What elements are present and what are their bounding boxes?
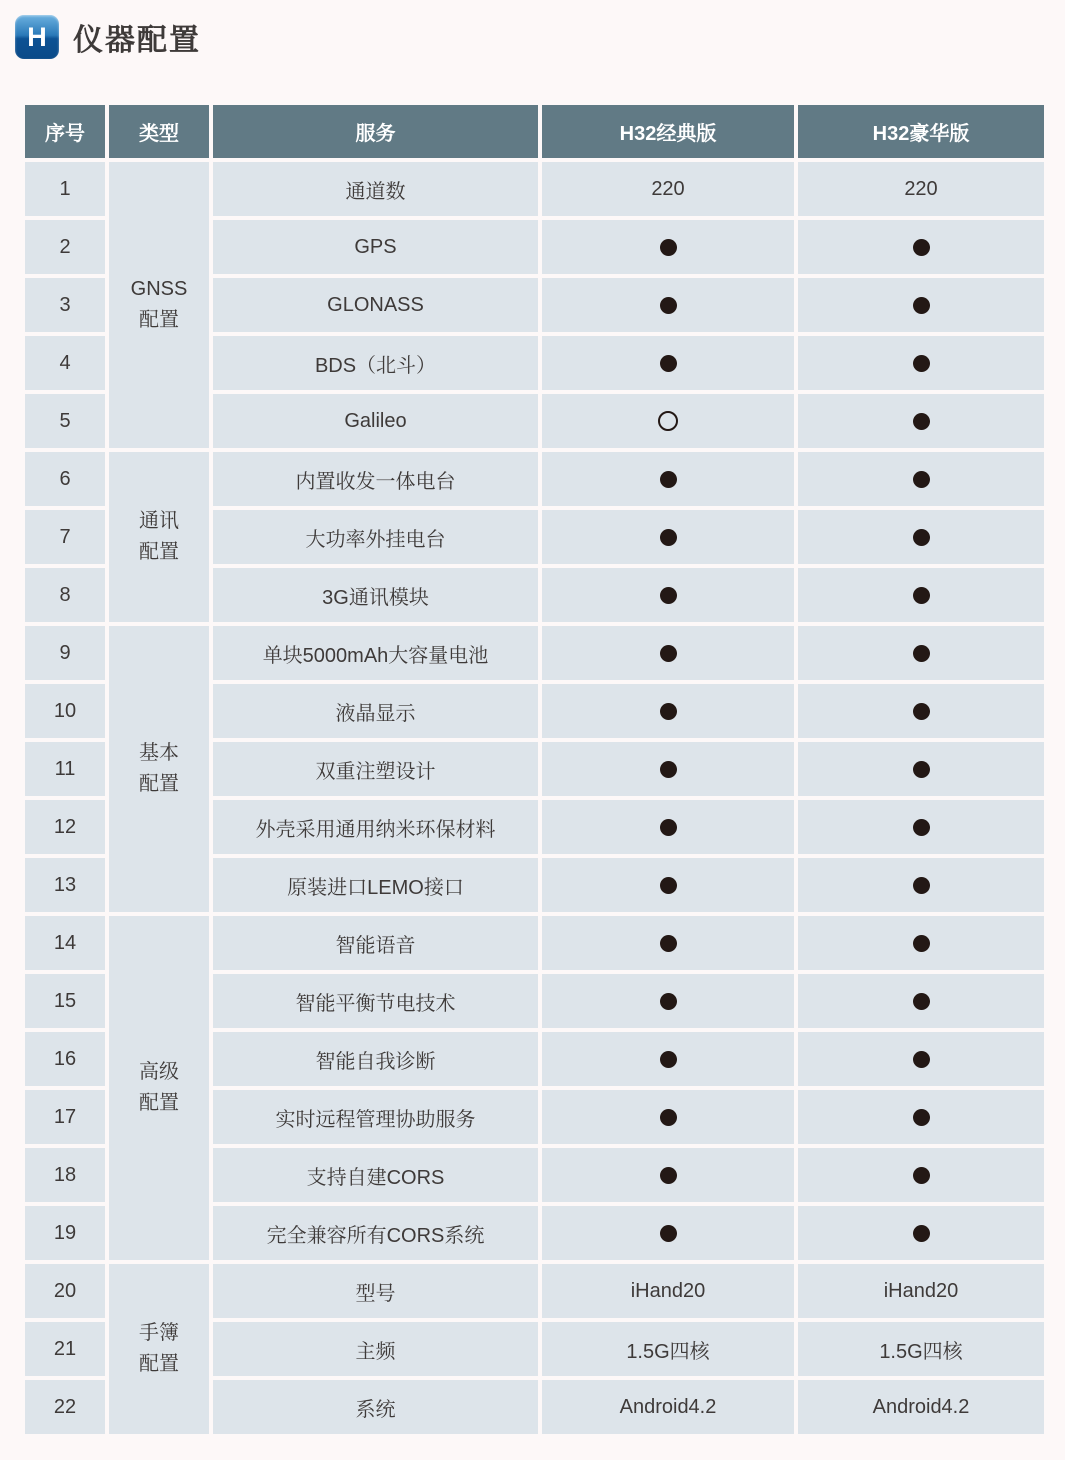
row-number-cell: 2 — [25, 220, 105, 274]
type-group-label-line1: 高级 — [139, 1061, 179, 1083]
service-cell: 智能平衡节电技术 — [213, 974, 538, 1028]
row-number-cell: 3 — [25, 278, 105, 332]
service-cell: 原装进口LEMO接口 — [213, 858, 538, 912]
classic-value-cell — [542, 916, 794, 970]
type-group-label-line2: 配置 — [139, 1092, 179, 1114]
spec-table — [21, 101, 1048, 1438]
service-cell: 通道数 — [213, 162, 538, 216]
deluxe-value-cell — [798, 626, 1044, 680]
deluxe-value-cell — [798, 858, 1044, 912]
classic-value-cell — [542, 278, 794, 332]
brand-logo-icon — [15, 15, 59, 59]
row-number-cell: 1 — [25, 162, 105, 216]
classic-value-cell — [542, 1032, 794, 1086]
spec-table-body — [25, 162, 1044, 1434]
type-group-cell — [109, 1264, 209, 1434]
deluxe-value-cell — [798, 684, 1044, 738]
filled-circle-icon — [913, 239, 930, 256]
row-number-cell: 10 — [25, 684, 105, 738]
service-cell: GLONASS — [213, 278, 538, 332]
row-number-cell: 9 — [25, 626, 105, 680]
deluxe-value-cell — [798, 510, 1044, 564]
row-number-cell: 19 — [25, 1206, 105, 1260]
page-header — [0, 0, 1065, 60]
row-number-cell: 8 — [25, 568, 105, 622]
row-number-cell: 14 — [25, 916, 105, 970]
col-header-deluxe: H32豪华版 — [798, 105, 1044, 158]
filled-circle-icon — [660, 877, 677, 894]
row-number-cell: 7 — [25, 510, 105, 564]
filled-circle-icon — [913, 587, 930, 604]
classic-value-cell: 1.5G四核 — [542, 1322, 794, 1376]
deluxe-value-cell — [798, 916, 1044, 970]
classic-value-cell — [542, 1090, 794, 1144]
row-number-cell: 21 — [25, 1322, 105, 1376]
type-group-label-line2: 配置 — [139, 1353, 179, 1375]
classic-value-cell — [542, 568, 794, 622]
deluxe-value-cell — [798, 1206, 1044, 1260]
row-number-cell: 4 — [25, 336, 105, 390]
type-group-label-line1: GNSS — [130, 278, 188, 300]
table-row — [25, 1264, 1044, 1318]
deluxe-value-cell: 220 — [798, 162, 1044, 216]
table-row — [25, 626, 1044, 680]
deluxe-value-cell — [798, 394, 1044, 448]
type-group-label-line1: 基本 — [139, 742, 179, 764]
table-row — [25, 162, 1044, 216]
classic-value-cell — [542, 336, 794, 390]
classic-value-cell: Android4.2 — [542, 1380, 794, 1434]
service-cell: GPS — [213, 220, 538, 274]
col-header-classic: H32经典版 — [542, 105, 794, 158]
filled-circle-icon — [913, 1167, 930, 1184]
classic-value-cell — [542, 684, 794, 738]
row-number-cell: 15 — [25, 974, 105, 1028]
classic-value-cell — [542, 510, 794, 564]
filled-circle-icon — [913, 645, 930, 662]
filled-circle-icon — [913, 1109, 930, 1126]
deluxe-value-cell — [798, 220, 1044, 274]
filled-circle-icon — [660, 529, 677, 546]
service-cell: 大功率外挂电台 — [213, 510, 538, 564]
classic-value-cell: 220 — [542, 162, 794, 216]
service-cell: 智能自我诊断 — [213, 1032, 538, 1086]
service-cell: 单块5000mAh大容量电池 — [213, 626, 538, 680]
deluxe-value-cell — [798, 1090, 1044, 1144]
deluxe-value-cell — [798, 1148, 1044, 1202]
type-group-label-line1: 手簿 — [139, 1322, 179, 1344]
hollow-circle-icon — [658, 411, 678, 431]
classic-value-cell — [542, 974, 794, 1028]
row-number-cell: 18 — [25, 1148, 105, 1202]
row-number-cell: 13 — [25, 858, 105, 912]
filled-circle-icon — [913, 413, 930, 430]
filled-circle-icon — [660, 239, 677, 256]
service-cell: 完全兼容所有CORS系统 — [213, 1206, 538, 1260]
page-title: 仪器配置 — [73, 24, 201, 57]
row-number-cell: 11 — [25, 742, 105, 796]
filled-circle-icon — [913, 935, 930, 952]
filled-circle-icon — [660, 993, 677, 1010]
filled-circle-icon — [660, 1167, 677, 1184]
filled-circle-icon — [913, 1051, 930, 1068]
col-header-type: 类型 — [109, 105, 209, 158]
deluxe-value-cell: iHand20 — [798, 1264, 1044, 1318]
table-row — [25, 452, 1044, 506]
deluxe-value-cell: 1.5G四核 — [798, 1322, 1044, 1376]
service-cell: 智能语音 — [213, 916, 538, 970]
brand-logo-letter: H — [27, 21, 47, 52]
deluxe-value-cell — [798, 800, 1044, 854]
classic-value-cell — [542, 626, 794, 680]
classic-value-cell — [542, 800, 794, 854]
service-cell: Galileo — [213, 394, 538, 448]
filled-circle-icon — [660, 819, 677, 836]
table-row — [25, 916, 1044, 970]
filled-circle-icon — [660, 355, 677, 372]
filled-circle-icon — [913, 297, 930, 314]
filled-circle-icon — [660, 471, 677, 488]
service-cell: 系统 — [213, 1380, 538, 1434]
service-cell: 液晶显示 — [213, 684, 538, 738]
classic-value-cell — [542, 220, 794, 274]
service-cell: 主频 — [213, 1322, 538, 1376]
filled-circle-icon — [913, 355, 930, 372]
classic-value-cell — [542, 858, 794, 912]
type-group-label-line2: 配置 — [139, 309, 179, 331]
deluxe-value-cell — [798, 974, 1044, 1028]
classic-value-cell — [542, 452, 794, 506]
filled-circle-icon — [660, 1225, 677, 1242]
row-number-cell: 16 — [25, 1032, 105, 1086]
service-cell: 3G通讯模块 — [213, 568, 538, 622]
classic-value-cell — [542, 1206, 794, 1260]
type-group-cell — [109, 162, 209, 448]
type-group-label-line2: 配置 — [139, 773, 179, 795]
service-cell: 型号 — [213, 1264, 538, 1318]
row-number-cell: 5 — [25, 394, 105, 448]
filled-circle-icon — [660, 761, 677, 778]
classic-value-cell — [542, 394, 794, 448]
row-number-cell: 22 — [25, 1380, 105, 1434]
filled-circle-icon — [913, 703, 930, 720]
service-cell: 实时远程管理协助服务 — [213, 1090, 538, 1144]
col-header-service: 服务 — [213, 105, 538, 158]
classic-value-cell — [542, 742, 794, 796]
filled-circle-icon — [660, 297, 677, 314]
type-group-label-line2: 配置 — [139, 541, 179, 563]
filled-circle-icon — [913, 761, 930, 778]
filled-circle-icon — [660, 587, 677, 604]
filled-circle-icon — [660, 935, 677, 952]
deluxe-value-cell: Android4.2 — [798, 1380, 1044, 1434]
spec-table-header — [25, 105, 1044, 158]
deluxe-value-cell — [798, 742, 1044, 796]
service-cell: BDS（北斗） — [213, 336, 538, 390]
deluxe-value-cell — [798, 568, 1044, 622]
service-cell: 内置收发一体电台 — [213, 452, 538, 506]
deluxe-value-cell — [798, 336, 1044, 390]
header-row — [25, 105, 1044, 158]
col-header-index: 序号 — [25, 105, 105, 158]
classic-value-cell — [542, 1148, 794, 1202]
classic-value-cell: iHand20 — [542, 1264, 794, 1318]
type-group-cell — [109, 626, 209, 912]
row-number-cell: 17 — [25, 1090, 105, 1144]
filled-circle-icon — [913, 877, 930, 894]
row-number-cell: 20 — [25, 1264, 105, 1318]
deluxe-value-cell — [798, 1032, 1044, 1086]
type-group-cell — [109, 916, 209, 1260]
type-group-cell — [109, 452, 209, 622]
row-number-cell: 12 — [25, 800, 105, 854]
deluxe-value-cell — [798, 278, 1044, 332]
service-cell: 双重注塑设计 — [213, 742, 538, 796]
filled-circle-icon — [913, 529, 930, 546]
type-group-label-line1: 通讯 — [139, 510, 179, 532]
deluxe-value-cell — [798, 452, 1044, 506]
filled-circle-icon — [660, 1109, 677, 1126]
filled-circle-icon — [913, 819, 930, 836]
filled-circle-icon — [660, 703, 677, 720]
row-number-cell: 6 — [25, 452, 105, 506]
service-cell: 外壳采用通用纳米环保材料 — [213, 800, 538, 854]
service-cell: 支持自建CORS — [213, 1148, 538, 1202]
filled-circle-icon — [660, 645, 677, 662]
filled-circle-icon — [660, 1051, 677, 1068]
filled-circle-icon — [913, 1225, 930, 1242]
filled-circle-icon — [913, 471, 930, 488]
filled-circle-icon — [913, 993, 930, 1010]
